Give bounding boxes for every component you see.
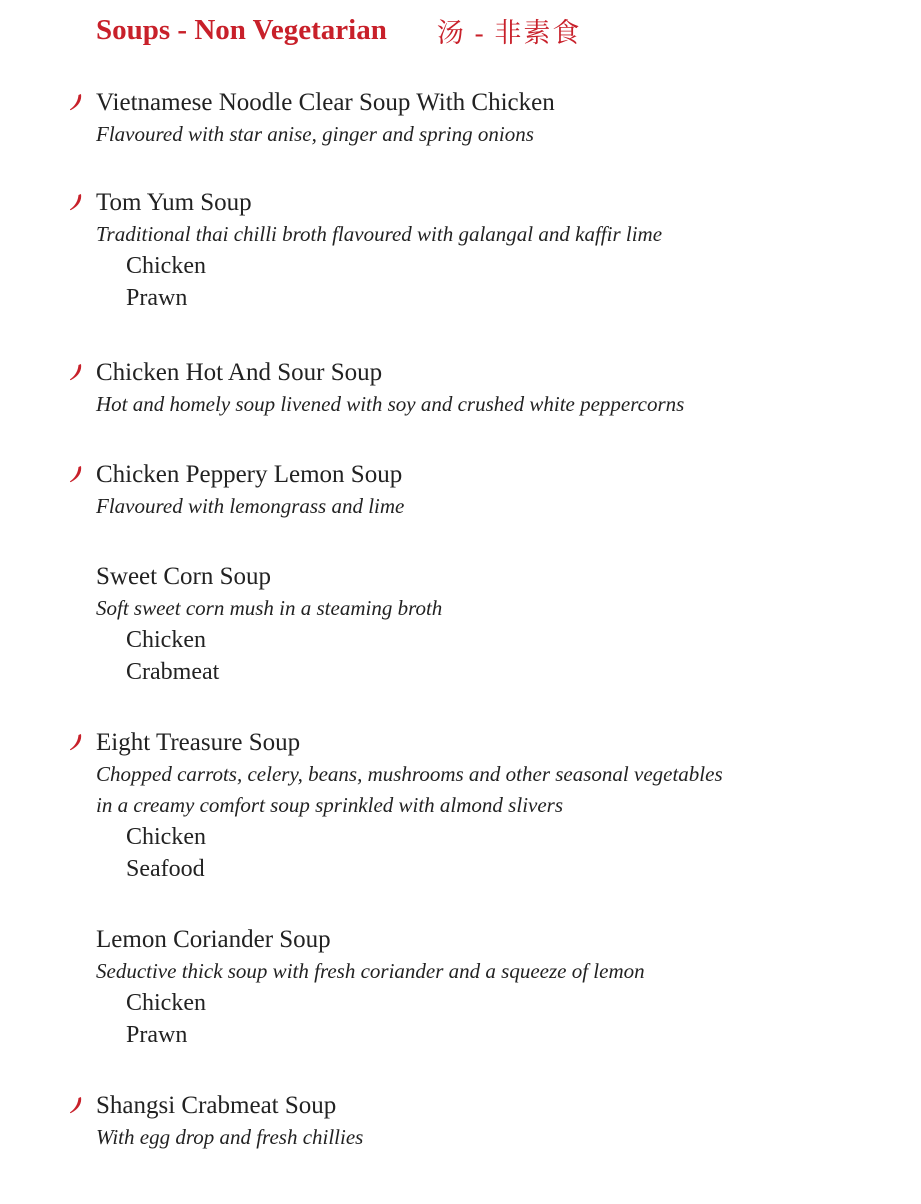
menu-item — [96, 187, 896, 314]
menu-item-option: Seafood — [126, 856, 205, 882]
menu-item-name: Chicken Hot And Sour Soup — [96, 359, 383, 386]
menu-item-option: Prawn — [126, 1022, 188, 1048]
chilli-icon — [68, 192, 84, 212]
chilli-icon — [68, 362, 84, 382]
menu-item-option: Chicken — [126, 253, 206, 279]
menu-item-description: Seductive thick soup with fresh coriander and a squeeze of lemon — [96, 959, 645, 983]
menu-item — [96, 87, 896, 150]
chilli-icon — [68, 732, 84, 752]
menu-item-option: Chicken — [126, 627, 206, 653]
menu-item-name: Lemon Coriander Soup — [96, 926, 331, 953]
menu-item — [96, 561, 896, 688]
menu-item-description: Flavoured with star anise, ginger and spring onions — [96, 122, 534, 146]
menu-item — [96, 357, 896, 420]
menu-item-description: Chopped carrots, celery, beans, mushrooms and other seasonal vegetables — [96, 762, 723, 786]
menu-item-description: in a creamy comfort soup sprinkled with almond slivers — [96, 793, 564, 817]
heading-chinese: 汤 - 非素食 — [436, 17, 582, 48]
menu-item-option: Crabmeat — [126, 659, 220, 685]
menu-item-name: Tom Yum Soup — [96, 189, 252, 216]
menu-item-name: Sweet Corn Soup — [96, 563, 271, 590]
chilli-icon — [68, 464, 84, 484]
menu-item-option: Chicken — [126, 824, 206, 850]
menu-item-description: Flavoured with lemongrass and lime — [96, 494, 405, 518]
menu-item-description: Hot and homely soup livened with soy and crushed white peppercorns — [96, 392, 685, 416]
menu-item — [96, 1090, 896, 1153]
chilli-icon — [68, 1095, 84, 1115]
menu-item-option: Chicken — [126, 990, 206, 1016]
menu-item — [96, 727, 896, 885]
menu-item-name: Chicken Peppery Lemon Soup — [96, 461, 403, 488]
chilli-icon — [68, 92, 84, 112]
menu-item-name: Eight Treasure Soup — [96, 729, 301, 756]
heading-english: Soups - Non Vegetarian — [96, 13, 387, 46]
menu-item-name: Shangsi Crabmeat Soup — [96, 1092, 337, 1119]
menu-item — [96, 924, 896, 1051]
menu-item-name: Vietnamese Noodle Clear Soup With Chicken — [96, 89, 555, 116]
menu-item-description: Traditional thai chilli broth flavoured with galangal and kaffir lime — [96, 222, 663, 246]
menu-item-description: Soft sweet corn mush in a steaming broth — [96, 596, 443, 620]
menu-section-heading — [96, 8, 581, 52]
menu-item-description: With egg drop and fresh chillies — [96, 1125, 364, 1149]
menu-item — [96, 459, 896, 522]
menu-item-option: Prawn — [126, 285, 188, 311]
